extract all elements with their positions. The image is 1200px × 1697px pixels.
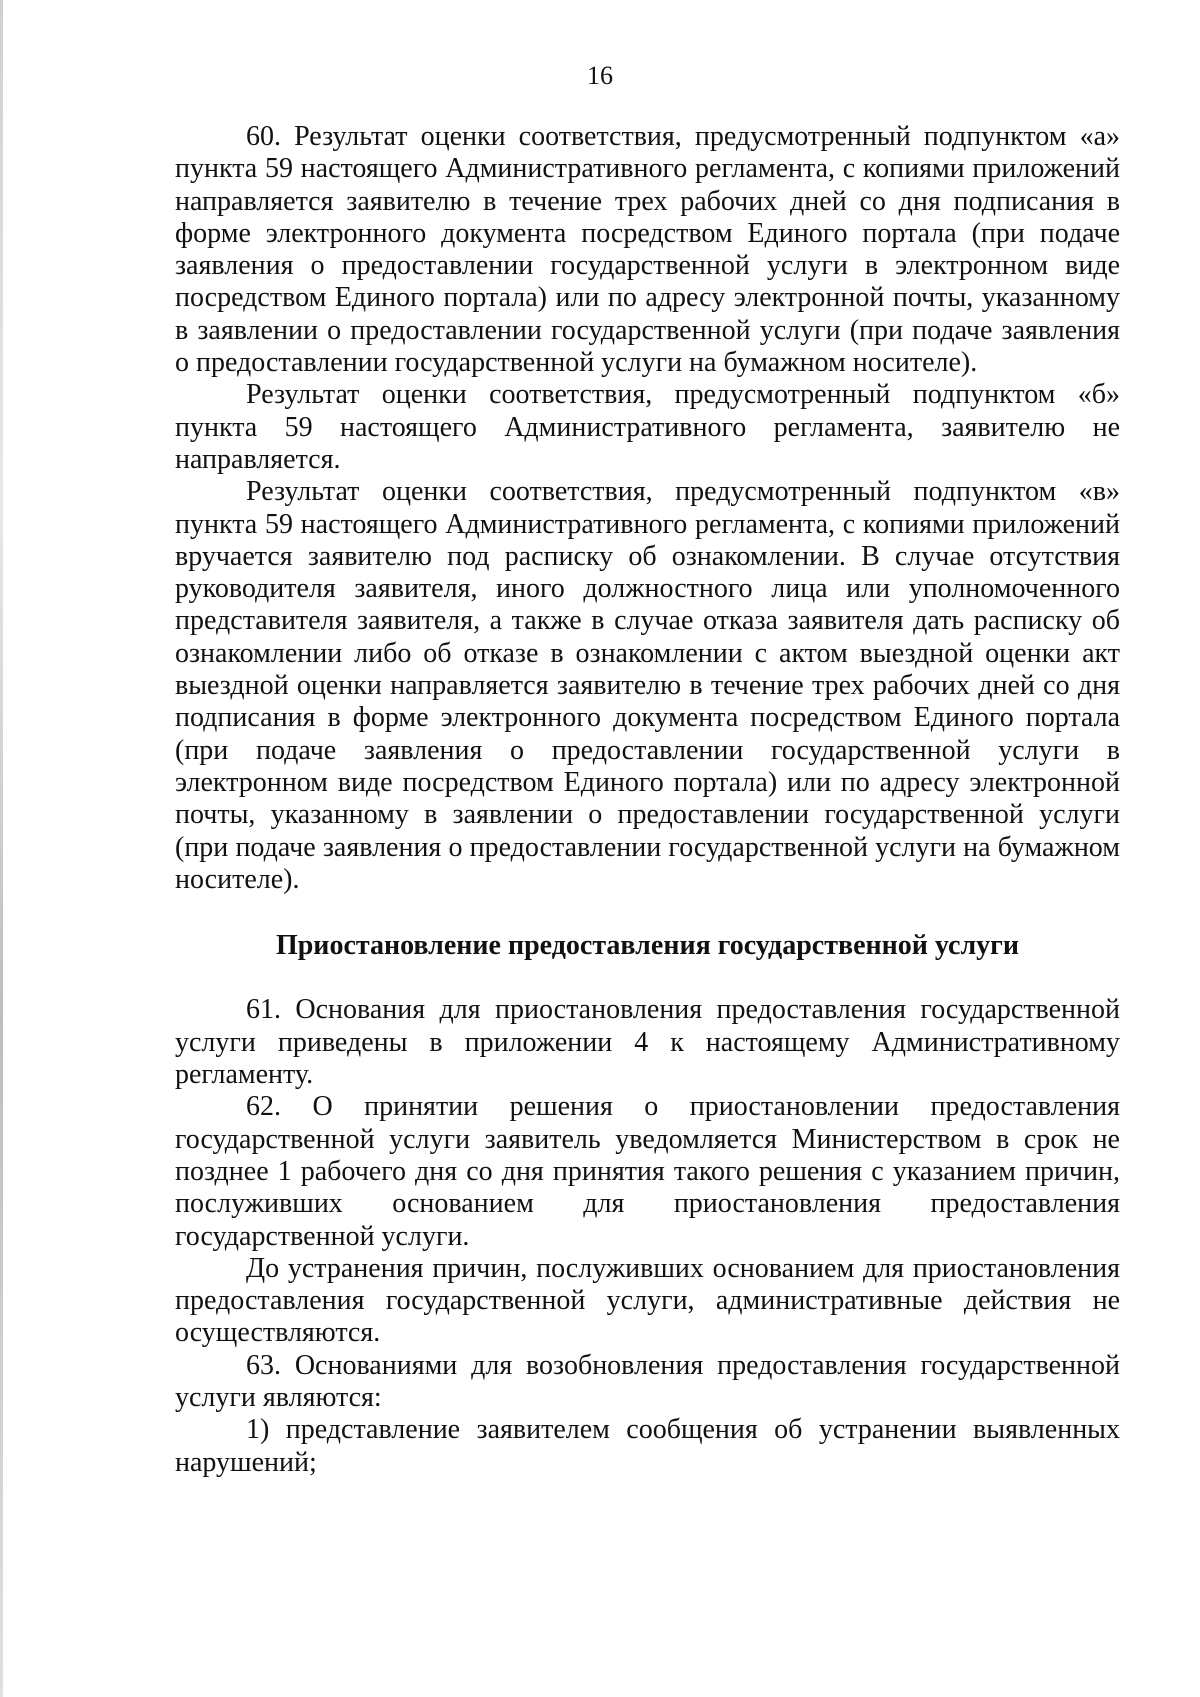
scan-edge (0, 0, 3, 1697)
paragraph-63: 63. Основаниями для возобновления предоставления государственной услуги являются: (175, 1349, 1120, 1413)
paragraph-60-result-b: Результат оценки соответствия, предусмотренный подпунктом «б» пункта 59 настоящего Административного регламента, заявителю не направляется. (175, 379, 1120, 475)
paragraph-61: 61. Основания для приостановления предоставления государственной услуги приведены в приложении 4 к настоящему Административному регламенту. (175, 994, 1120, 1091)
document-body (175, 121, 1120, 1479)
paragraph-60-result-v: Результат оценки соответствия, предусмотренный подпунктом «в» пункта 59 настоящего Административного регламента, с копиями приложений вручается заявителю под расписку об ознакомлении. В случае отсутствия руководителя заявителя, иного должностного лица или уполномоченного представителя заявителя, а также в случае отказа заявителя дать расписку об ознакомлении либо об отказе в ознакомлении с актом выездной оценки акт выездной оценки направляется заявителю в течение трех рабочих дней со дня подписания в форме электронного документа посредством Единого портала (при подаче заявления о предоставлении государственной услуги в электронном виде посредством Единого портала) или по адресу электронной почты, указанному в заявлении о предоставлении государственной услуги (при подаче заявления о предоставлении государственной услуги на бумажном носителе). (175, 476, 1120, 895)
paragraph-62-continuation: До устранения причин, послуживших основанием для приостановления предоставления государственной услуги, административные действия не осуществляются. (175, 1252, 1120, 1349)
paragraph-62: 62. О принятии решения о приостановлении предоставления государственной услуги заявитель уведомляется Министерством в срок не позднее 1 рабочего дня со дня принятия такого решения с указанием причин, послуживших основанием для приостановления предоставления государственной услуги. (175, 1091, 1120, 1252)
page-number: 16 (587, 61, 613, 90)
paragraph-60: 60. Результат оценки соответствия, предусмотренный подпунктом «а» пункта 59 настоящего Административного регламента, с копиями приложений направляется заявителю в течение трех рабочих дней со дня подписания в форме электронного документа посредством Единого портала (при подаче заявления о предоставлении государственной услуги в электронном виде посредством Единого портала) или по адресу электронной почты, указанному в заявлении о предоставлении государственной услуги (при подаче заявления о предоставлении государственной услуги на бумажном носителе). (175, 121, 1120, 379)
paragraph-63-item-1: 1) представление заявителем сообщения об устранении выявленных нарушений; (175, 1414, 1120, 1478)
section-heading: Приостановление предоставления государственной услуги (275, 930, 1020, 962)
